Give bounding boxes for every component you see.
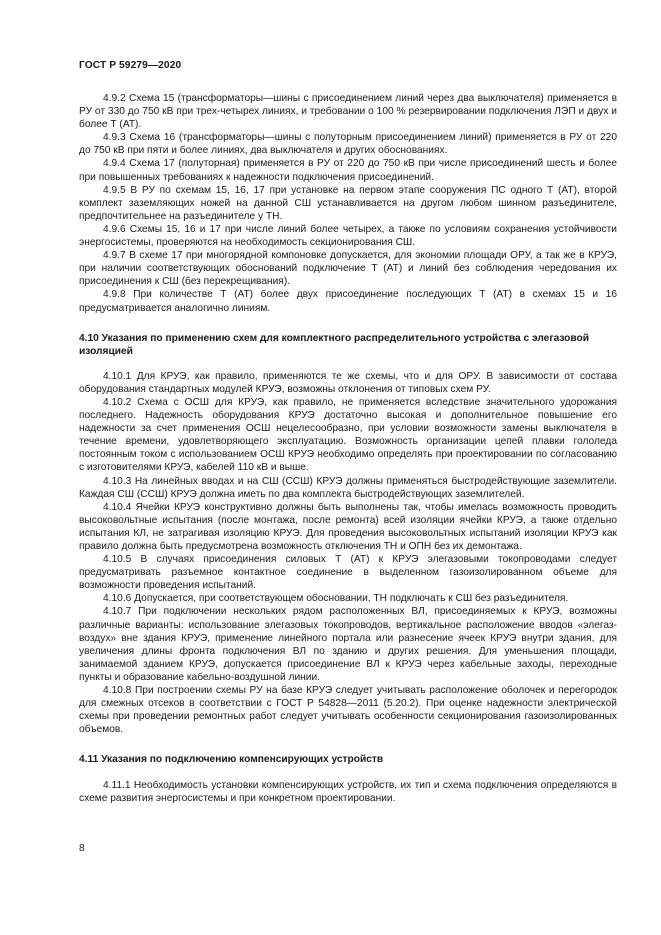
document-code-header: ГОСТ Р 59279—2020 bbox=[79, 60, 182, 71]
paragraph-4-9-7: 4.9.7 В схеме 17 при многорядной компоновке допускается, для экономии площади ОРУ, а так же в КРУЭ, при наличии соответствующих обоснований подключение Т (АТ) и линий без соблюдения чередования их присоединения к СШ (без перекрещивания). bbox=[79, 250, 617, 288]
paragraph-4-10-1: 4.10.1 Для КРУЭ, как правило, применяются те же схемы, что и для ОРУ. В зависимости от состава оборудования стандартных модулей КРУЭ, возможны отклонения от типовых схем РУ. bbox=[79, 370, 617, 395]
paragraph-4-9-5: 4.9.5 В РУ по схемам 15, 16, 17 при установке на первом этапе сооружения ПС одного Т (АТ), второй комплект заземляющих ножей на данной СШ устанавливается на другом любом шинном разъединителе, предпочтительнее на разъединителе у ТН. bbox=[79, 184, 617, 222]
spacer bbox=[79, 767, 617, 779]
page-body bbox=[79, 92, 617, 805]
paragraph-4-11-1: 4.11.1 Необходимость установки компенсирующих устройств, их тип и схема подключения определяются в схеме развития энергосистемы и при конкретном проектировании. bbox=[79, 779, 617, 804]
paragraph-4-9-6: 4.9.6 Схемы 15, 16 и 17 при числе линий более четырех, а также по условиям сохранения устойчивости энергосистемы, проверяются на необходимость секционирования СШ. bbox=[79, 223, 617, 249]
paragraph-4-10-4: 4.10.4 Ячейки КРУЭ конструктивно должны быть выполнены так, чтобы имелась возможность проводить высоковольтные испытания (после монтажа, после ремонта) всей изоляции ячейки КРУЭ, а также отдельно испытания КЛ, не затрагивая изоляцию КРУЭ. Для проведения высоковольтных испытаний изоляции КРУЭ как правило должна быть предусмотрена возможность отключения ТН и ОПН без их демонтажа. bbox=[79, 501, 617, 552]
spacer bbox=[79, 315, 617, 332]
spacer bbox=[79, 358, 617, 370]
section-heading-4-10: 4.10 Указания по применению схем для комплектного распределительного устройства с элегазовой изоляцией bbox=[79, 332, 590, 357]
paragraph-4-10-2: 4.10.2 Схема с ОСШ для КРУЭ, как правило, не применяется вследствие значительного удорожания последнего. Надежность оборудования КРУЭ достаточно высокая и дополнительное повышение его надежности за счет применения ОСШ нецелесообразно, при условии возможности замены выключателя в течение времени, удовлетворяющего эксплуатацию. Возможность организации цепей плавки гололеда постоянным током с использованием ОСШ КРУЭ необходимо определять при проектировании по согласованию с изготовителями КРУЭ, кабелей 110 кВ и выше. bbox=[79, 396, 617, 474]
paragraph-4-9-2: 4.9.2 Схема 15 (трансформаторы—шины с присоединением линий через два выключателя) применяется в РУ от 330 до 750 кВ при трех-четырех линиях, и требовании о 100 % резервировании подключения ЛЭП и двух и более Т (АТ). bbox=[79, 93, 617, 131]
paragraph-4-10-6: 4.10.6 Допускается, при соответствующем обосновании, ТН подключать к СШ без разъединителя. bbox=[103, 593, 569, 605]
paragraph-4-9-4: 4.9.4 Схема 17 (полуторная) применяется в РУ от 220 до 750 кВ при числе присоединений шесть и более при повышенных требованиях к надежности подключения присоединений. bbox=[79, 158, 617, 183]
paragraph-4-10-8: 4.10.8 При построении схемы РУ на базе КРУЭ следует учитывать расположение оболочек и перегородок для смежных отсеков в соответствии с ГОСТ Р 54828—2011 (5.20.2). При оценке надежности электрической схемы при проведении ремонтных работ следует учитывать особенности секционирования газоизолированных объемов. bbox=[79, 685, 617, 736]
paragraph-4-10-7: 4.10.7 При подключении нескольких рядом расположенных ВЛ, присоединяемых к КРУЭ, возможны различные варианты: использование элегазовых токопроводов, вертикальное расположение вводов «элегаз-воздух» вне здания КРУЭ, применение линейного портала или разнесение ячеек КРУЭ внутри здания, для увеличения длины фронта подключения ВЛ по зданию и других решения. Для уменьшения площади, занимаемой зданием КРУЭ, допускается присоединение ВЛ к КРУЭ через кабельные заходы, переходные пункты и образование кабельно-воздушной линии. bbox=[79, 606, 617, 683]
paragraph-4-9-3: 4.9.3 Схема 16 (трансформаторы—шины с полуторным присоединением линий) применяется в РУ от 220 до 750 кВ при пяти и более линиях, два выключателя и других обоснованиях. bbox=[79, 132, 617, 157]
paragraph-4-10-5: 4.10.5 В случаях присоединения силовых Т (АТ) к КРУЭ элегазовыми токопроводами следует предусматривать разъемное контактное соединение в выделенном газоизолированном объеме для возможности проведения испытаний. bbox=[79, 554, 617, 592]
page-number: 8 bbox=[79, 843, 85, 854]
section-heading-4-11: 4.11 Указания по подключению компенсирующих устройств bbox=[79, 754, 384, 766]
spacer bbox=[79, 736, 617, 753]
paragraph-4-9-8: 4.9.8 При количестве Т (АТ) более двух присоединение последующих Т (АТ) в схемах 15 и 16 предусматривается аналогично линиям. bbox=[79, 289, 617, 314]
paragraph-4-10-3: 4.10.3 На линейных вводах и на СШ (ССШ) КРУЭ должны применяться быстродействующие заземлители. Каждая СШ (ССШ) КРУЭ должна иметь по два комплекта быстродействующих заземлителей. bbox=[79, 475, 617, 500]
